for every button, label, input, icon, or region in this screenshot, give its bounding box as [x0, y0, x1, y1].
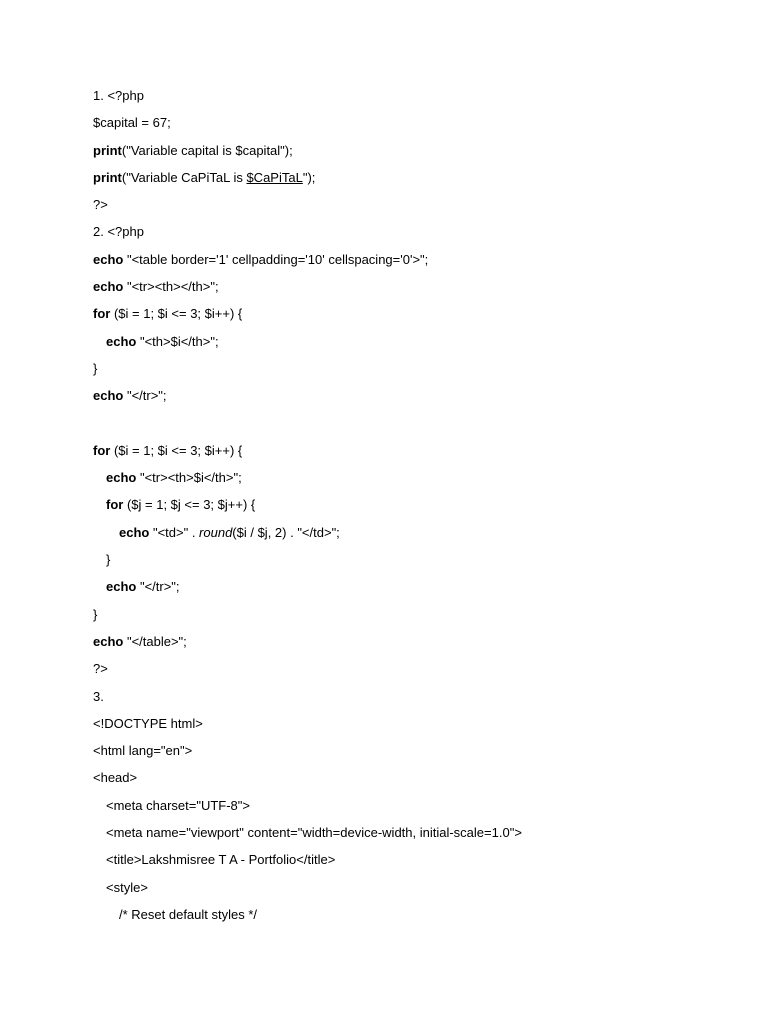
- code-line: [93, 86, 733, 113]
- code-line: [93, 359, 733, 386]
- code-segment: ("Variable capital is $capital");: [121, 142, 293, 158]
- code-segment: <!DOCTYPE html>: [93, 715, 203, 731]
- code-segment: $capital = 67;: [93, 115, 171, 131]
- code-segment: print: [93, 142, 122, 158]
- code-line: [93, 468, 733, 495]
- code-segment: echo: [93, 279, 124, 295]
- code-line: [93, 878, 733, 905]
- code-segment: <meta name="viewport" content="width=device-width, initial-scale=1.0">: [106, 825, 522, 841]
- code-line: [93, 386, 733, 413]
- code-segment: 1. <?php: [93, 88, 144, 103]
- code-segment: echo: [106, 579, 137, 595]
- code-line: [93, 768, 733, 795]
- code-line: [93, 823, 733, 850]
- code-segment: ($i = 1; $i <= 3; $i++) {: [110, 306, 243, 322]
- code-line: [93, 495, 733, 522]
- code-segment: "</tr>";: [136, 579, 180, 595]
- code-line: [93, 850, 733, 877]
- code-segment: "<tr><th>$i</th>";: [136, 470, 242, 486]
- code-line: [93, 250, 733, 277]
- code-line: [93, 605, 733, 632]
- code-segment: <meta charset="UTF-8">: [106, 797, 250, 813]
- code-segment: 3.: [93, 688, 104, 704]
- code-line: [93, 550, 733, 577]
- code-line: [93, 414, 733, 441]
- code-line: [93, 141, 733, 168]
- code-line: [93, 687, 733, 714]
- code-line: [93, 796, 733, 823]
- code-line: [93, 222, 733, 249]
- code-segment: "<th>$i</th>";: [136, 333, 219, 349]
- code-segment: }: [93, 606, 98, 622]
- code-segment: "</tr>";: [123, 388, 167, 404]
- code-line: [93, 332, 733, 359]
- code-segment: ?>: [93, 661, 108, 677]
- code-line: [93, 905, 733, 932]
- code-segment: <html lang="en">: [93, 743, 193, 759]
- code-segment: echo: [106, 470, 137, 486]
- code-line: [93, 168, 733, 195]
- code-segment: ($i = 1; $i <= 3; $i++) {: [110, 442, 243, 458]
- code-line: [93, 523, 733, 550]
- code-line: [93, 632, 733, 659]
- code-line: [93, 441, 733, 468]
- code-segment: ?>: [93, 197, 108, 213]
- code-segment: echo: [119, 524, 150, 540]
- code-line: [93, 195, 733, 222]
- code-segment: for: [106, 497, 124, 513]
- code-segment: $CaPiTaL: [246, 169, 303, 185]
- code-line: [93, 714, 733, 741]
- code-segment: ($j = 1; $j <= 3; $j++) {: [123, 497, 256, 513]
- code-segment: <style>: [106, 879, 148, 895]
- code-segment: <title>Lakshmisree T A - Portfolio</title>: [106, 852, 336, 868]
- code-segment: for: [93, 442, 111, 458]
- code-segment: echo: [106, 333, 137, 349]
- code-line: [93, 741, 733, 768]
- code-listing: [93, 86, 733, 932]
- code-segment: "<td>" .: [149, 524, 200, 540]
- code-segment: print: [93, 169, 122, 185]
- code-segment: <head>: [93, 770, 138, 786]
- code-segment: "</table>";: [123, 633, 187, 649]
- code-segment: "<table border='1' cellpadding='10' cellspacing='0'>";: [123, 251, 429, 267]
- code-line: [93, 113, 733, 140]
- code-segment: for: [93, 306, 111, 322]
- code-segment: /* Reset default styles */: [119, 906, 258, 922]
- code-segment: }: [106, 552, 111, 568]
- code-segment: echo: [93, 251, 124, 267]
- code-segment: 2. <?php: [93, 224, 144, 240]
- code-segment: round: [199, 524, 233, 540]
- code-line: [93, 277, 733, 304]
- code-segment: echo: [93, 633, 124, 649]
- code-segment: }: [93, 360, 98, 376]
- code-segment: echo: [93, 388, 124, 404]
- code-line: [93, 659, 733, 686]
- code-segment: ("Variable CaPiTaL is: [121, 169, 247, 185]
- code-segment: ");: [302, 169, 316, 185]
- code-line: [93, 577, 733, 604]
- code-segment: "<tr><th></th>";: [123, 279, 219, 295]
- code-segment: ($i / $j, 2) . "</td>";: [232, 524, 340, 540]
- code-line: [93, 304, 733, 331]
